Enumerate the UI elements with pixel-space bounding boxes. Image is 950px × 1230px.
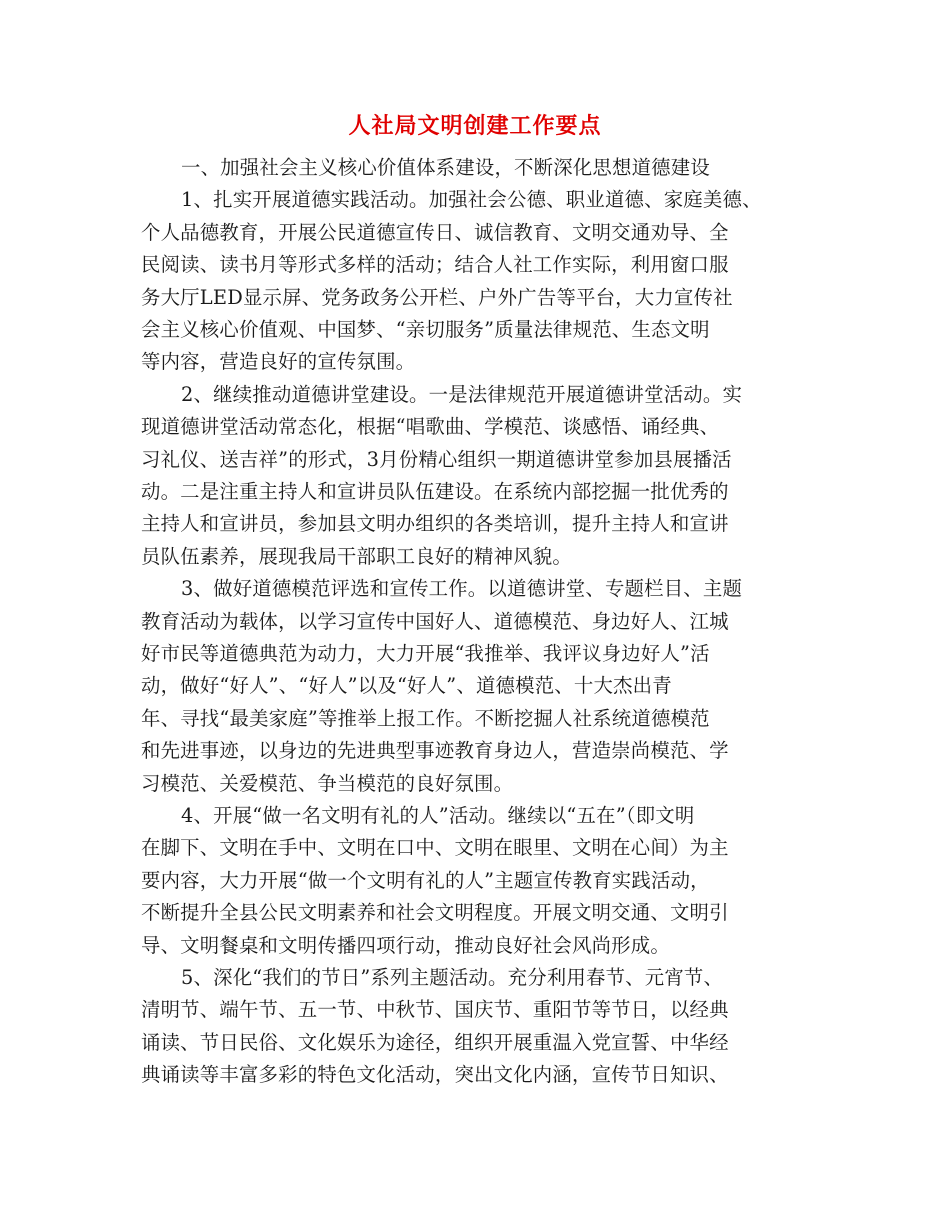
body-line: 诵读、节日民俗、文化娱乐为途径，组织开展重温入党宣誓、中华经 <box>141 1030 729 1054</box>
body-line: 主持人和宣讲员，参加县文明办组织的各类培训，提升主持人和宣讲 <box>141 512 729 536</box>
body-line: 5、深化“我们的节日”系列主题活动。充分利用春节、元宵节、 <box>181 966 724 989</box>
body-line: 务大厅LED显示屏、党务政务公开栏、户外广告等平台，大力宣传社 <box>141 285 733 309</box>
document-title: 人社局文明创建工作要点 <box>348 113 602 139</box>
body-line: 习礼仪、送吉祥”的形式，3月份精心组织一期道德讲堂参加县展播活 <box>141 447 732 471</box>
body-line: 个人品德教育，开展公民道德宣传日、诚信教育、文明交通劝导、全 <box>141 220 729 244</box>
body-line: 民阅读、读书月等形式多样的活动；结合人社工作实际，利用窗口服 <box>141 253 729 277</box>
body-line: 教育活动为载体，以学习宣传中国好人、道德模范、身边好人、江城 <box>141 609 729 633</box>
body-line: 不断提升全县公民文明素养和社会文明程度。开展文明交通、文明引 <box>141 901 729 925</box>
body-line: 年、寻找“最美家庭”等推举上报工作。不断挖掘人社系统道德模范 <box>141 706 710 730</box>
body-line: 动，做好“好人”、“好人”以及“好人”、道德模范、十大杰出青 <box>141 674 672 698</box>
body-line: 和先进事迹，以身边的先进典型事迹教育身边人，营造崇尚模范、学 <box>141 739 729 763</box>
body-line: 3、做好道德模范评选和宣传工作。以道德讲堂、专题栏目、主题 <box>181 577 743 601</box>
body-line: 要内容，大力开展“做一个文明有礼的人”主题宣传教育实践活动， <box>141 868 710 892</box>
body-line: 清明节、端午节、五一节、中秋节、国庆节、重阳节等节日，以经典 <box>141 998 729 1022</box>
body-line: 1、扎实开展道德实践活动。加强社会公德、职业道德、家庭美德、 <box>181 188 762 212</box>
body-line: 动。二是注重主持人和宣讲员队伍建设。在系统内部挖掘一批优秀的 <box>141 480 729 503</box>
body-line: 一、加强社会主义核心价值体系建设，不断深化思想道德建设 <box>181 156 710 179</box>
body-line: 导、文明餐桌和文明传播四项行动，推动良好社会风尚形成。 <box>141 933 670 957</box>
body-line: 员队伍素养，展现我局干部职工良好的精神风貌。 <box>141 544 572 568</box>
body-line: 等内容，营造良好的宣传氛围。 <box>141 350 416 374</box>
body-line: 典诵读等丰富多彩的特色文化活动，突出文化内涵，宣传节日知识、 <box>141 1063 729 1087</box>
body-line: 现道德讲堂活动常态化，根据“唱歌曲、学模范、谈感悟、诵经典、 <box>141 415 720 439</box>
body-line: 会主义核心价值观、中国梦、“亲切服务”质量法律规范、生态文明 <box>141 318 710 341</box>
body-line: 2、继续推动道德讲堂建设。一是法律规范开展道德讲堂活动。实 <box>181 382 743 406</box>
body-line: 习模范、关爱模范、争当模范的良好氛围。 <box>141 771 514 795</box>
body-line: 在脚下、文明在手中、文明在口中、文明在眼里、文明在心间）为主 <box>141 836 729 860</box>
body-line: 好市民等道德典范为动力，大力开展“我推举、我评议身边好人”活 <box>141 642 710 665</box>
body-line: 4、开展“做一名文明有礼的人”活动。继续以“五在”（即文明 <box>181 804 695 827</box>
